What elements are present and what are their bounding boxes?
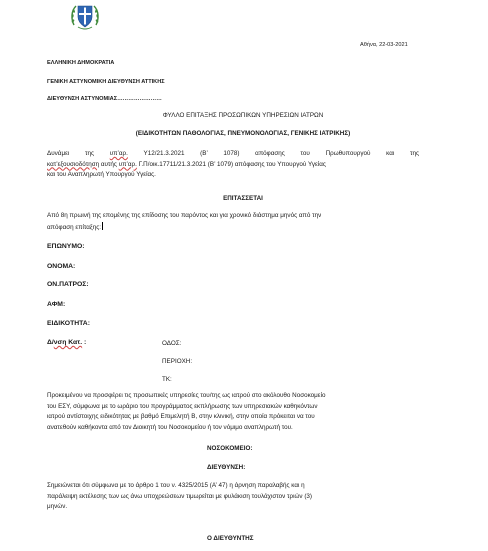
signature-title: Ο ΔΙΕΥΘΥΝΤΗΣ [207,535,254,542]
order-heading: ΕΠΙΤΑΣΣΕΤΑΙ [223,195,263,202]
order-paragraph [47,211,419,233]
document-subtitle: (ΕΙΔΙΚΟΤΗΤΩΝ ΠΑΘΟΛΟΓΙΑΣ, ΠΝΕΥΜΟΝΟΛΟΓΙΑΣ, ΓΕΝΙΚΗΣ ΙΑΤΡΙΚΗΣ) [135,130,351,137]
field-surname-label: ΕΠΩΝΥΜΟ: [47,243,85,250]
field-residence-label: Δ/νση Κατ. : [47,339,87,346]
field-tax-id-label: ΑΦΜ: [47,301,66,308]
org-line-police-directorate: ΓΕΝΙΚΗ ΑΣΤΥΝΟΜΙΚΗ ΔΙΕΥΘΥΝΣΗ ΑΤΤΙΚΗΣ [47,79,165,85]
greek-coat-of-arms-icon [68,1,102,31]
service-paragraph [47,391,419,433]
hospital-label: ΝΟΣΟΚΟΜΕΙΟ: [207,445,253,452]
service-line-1: Προκειμένου να προσφέρει τις προσωπικές υπηρεσίες του/της ως ιατρού στο ακόλουθο Νοσοκομείο [47,392,326,399]
field-specialty-label: ΕΙΔΙΚΟΤΗΤΑ: [47,320,90,327]
order-line-1: Από 8η πρωινή της επομένης της επίδοσης του παρόντος και για χρονικό διάστημα μηνός από την [47,212,322,219]
org-line-police-division: ΔΙΕΥΘΥΝΣΗ ΑΣΤΥΝΟΜΙΑΣ…………………… [47,96,162,102]
note-line-3: μηνών. [47,503,68,511]
note-line-2: παράλειψη εκτέλεσης των ως άνω υποχρεώσεων τιμωρείται με φυλάκιση τουλάχιστον τριών (3) [47,492,313,500]
legal-basis-line-1: Δυνάμει της υπ’αρ. Υ12/21.3.2021 (Β’ 1078) απόφασης του Πρωθυπουργού και της [47,150,420,157]
address-street-label: ΟΔΟΣ: [162,340,182,347]
legal-basis-line-2: κατ’εξουσιοδότηση αυτής υπ’αρ. Γ.Π/οικ.17711/21.3.2021 (Β’ 1079) απόφασης του Υπουργού Υγείας [47,160,326,168]
order-line-2: απόφαση επίταξης: [47,223,102,231]
service-line-3: ιατρού αντίστοιχης ειδικότητας με βαθμό Επιμελητή Β, στην κλινική, στην οποία πρόκειται να του [47,413,315,421]
org-line-republic: ΕΛΛΗΝΙΚΗ ΔΗΜΟΚΡΑΤΙΑ [47,60,115,66]
legal-basis-line-3: και του Αναπληρωτή Υπουργού Υγείας. [47,171,156,179]
address-area-label: ΠΕΡΙΟΧΗ: [162,358,193,365]
service-line-4: ανατεθούν καθήκοντα από τον Διοικητή του Νοσοκομείου ή τον νόμιμο αναπληρωτή του. [47,423,293,431]
note-line-1: Σημειώνεται ότι σύμφωνα με το άρθρο 1 του ν. 4325/2015 (Α’ 47) η άρνηση παραλαβής και η [47,482,305,489]
legal-basis-paragraph [47,149,419,181]
address-postal-label: ΤΚ: [162,376,172,383]
service-line-2: του ΕΣΥ, σύμφωνα με το ωράριο του προγράμματος εκπλήρωσης των υπηρεσιακών καθηκόντων [47,402,318,410]
field-father-name-label: ΟΝ.ΠΑΤΡΟΣ: [47,281,89,288]
document-title: ΦΥΛΛΟ ΕΠΙΤΑΞΗΣ ΠΡΟΣΩΠΙΚΩΝ ΥΠΗΡΕΣΙΩΝ ΙΑΤΡΩΝ [162,112,324,119]
text-cursor [102,222,103,230]
field-name-label: ΟΝΟΜΑ: [47,263,76,270]
hospital-address-label: ΔΙΕΥΘΥΝΣΗ: [207,464,246,471]
document-date: Αθήνα, 22-03-2021 [360,42,408,48]
penalty-note-paragraph [47,481,419,513]
